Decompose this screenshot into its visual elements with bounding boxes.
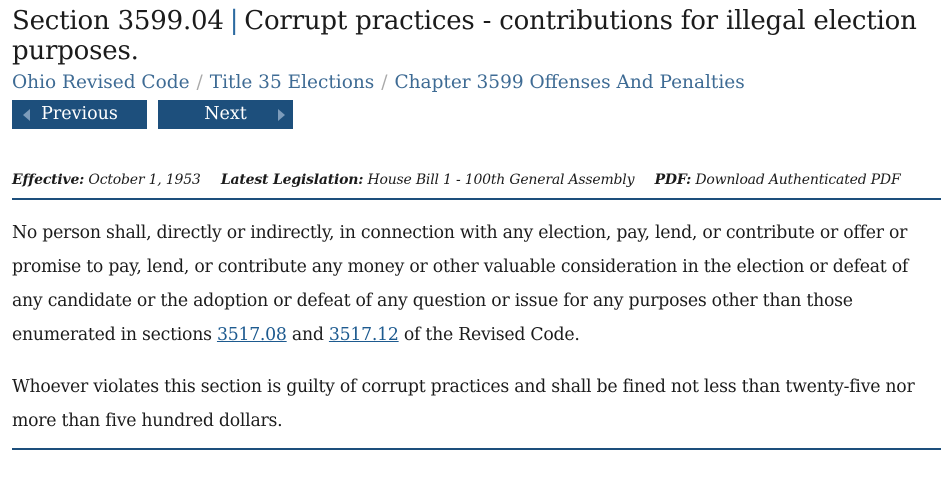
paragraph-1 [12,216,941,352]
section-navigation [12,100,941,129]
breadcrumb-divider: / [381,72,388,93]
breadcrumb-divider: / [196,72,203,93]
effective-date [12,172,201,188]
section-metadata [12,171,941,189]
effective-label: Effective: [12,172,85,188]
next-button[interactable] [158,100,293,129]
legislation-label: Latest Legislation: [220,172,364,188]
pdf-download [655,172,901,188]
previous-button[interactable] [12,100,147,129]
page-title [12,6,941,66]
download-pdf-link[interactable]: Download Authenticated PDF [695,172,901,188]
divider-top [12,198,941,200]
latest-legislation [221,172,634,188]
statute-page [12,6,941,450]
arrow-left-icon [23,109,30,121]
section-link-3517-08[interactable]: 3517.08 [216,325,287,345]
section-title: Corrupt practices - contributions for illegal election purposes. [12,6,917,66]
section-number: Section 3599.04 [12,6,224,36]
paragraph-1-text: No person shall, directly or indirectly, in connection with any election, pay, lend, or contribute or offer or promise to pay, lend, or contribute any money or other valuable consideration in the election or defeat of any candidate or the adoption or defeat of any question or issue for any purposes other than those enumerated in sections [12,223,909,345]
divider-bottom [12,448,941,450]
title-separator: | [229,6,239,36]
previous-button-label: Previous [41,104,118,124]
paragraph-1-end: of the Revised Code. [403,325,580,345]
legislation-value: House Bill 1 - 100th General Assembly [367,172,635,188]
breadcrumb-chapter-3599[interactable]: Chapter 3599 Offenses And Penalties [394,72,745,93]
breadcrumb-ohio-revised-code[interactable]: Ohio Revised Code [12,72,190,93]
breadcrumb-title-35[interactable]: Title 35 Elections [209,72,375,93]
section-link-3517-12[interactable]: 3517.12 [328,325,399,345]
effective-value: October 1, 1953 [88,172,201,188]
next-button-label: Next [204,104,247,124]
paragraph-2: Whoever violates this section is guilty of corrupt practices and shall be fined not less than twenty-five nor more than five hundred dollars. [12,377,915,431]
arrow-right-icon [278,109,285,121]
section-body [12,216,941,438]
pdf-label: PDF: [654,172,692,188]
breadcrumb [12,72,941,94]
paragraph-1-and: and [291,325,324,345]
